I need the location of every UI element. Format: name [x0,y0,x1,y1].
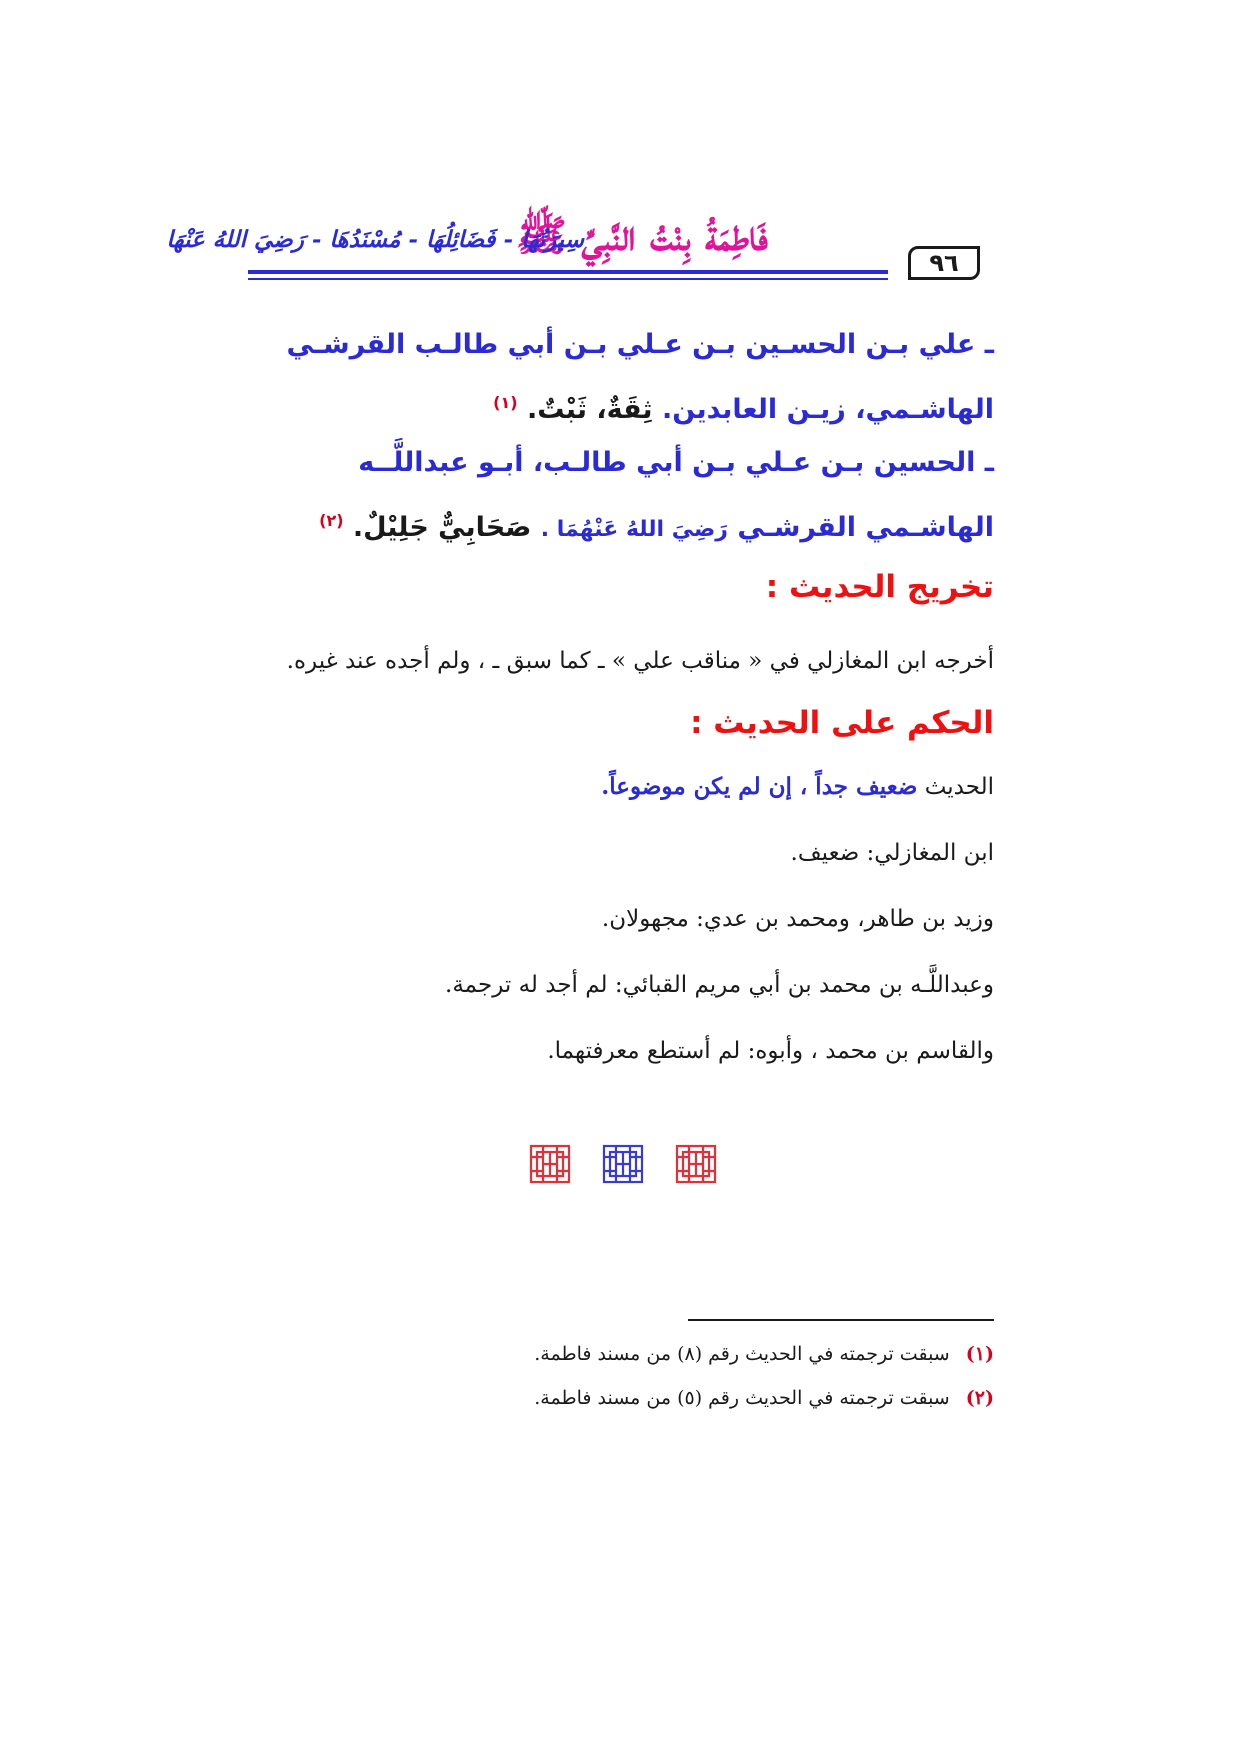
footnote-text: سبقت ترجمته في الحديث رقم (٨) من مسند فاطمة. [534,1343,950,1365]
hukm-line: والقاسم بن محمد ، وأبوه: لم أستطع معرفتهما. [547,1038,994,1064]
footnote-item [248,1376,994,1420]
page-header [166,204,988,282]
book-subtitle: سِيرَتُهَا - فَضَائِلُهَا - مُسْنَدُهَا - رَضِيَ اللهُ عَنْهَا [166,226,584,253]
knot-ornament-icon [528,1143,572,1185]
narrator-entry-2 [248,434,994,559]
footnote-separator [688,1319,994,1321]
narrator-grade: صَحَابِيٌّ جَلِيْلٌ. [352,512,532,543]
hukm-lead: الحديث [924,774,994,800]
entry-dash: ـ [984,329,994,360]
section-ornaments [528,1143,718,1185]
narrator-grade: ثِقَةٌ، ثَبْتٌ. [526,394,653,425]
hukm-line: ابن المغازلي: ضعيف. [790,840,994,866]
knot-ornament-icon [674,1143,718,1185]
hukm-verdict-line [248,754,994,820]
hukm-heading: الحكم على الحديث : [690,705,994,741]
footnotes [248,1332,994,1420]
header-rule [248,270,888,274]
takhrij-text: أخرجه ابن المغازلي في « مناقب علي » ـ كما سبق ـ ، ولم أجده عند غيره. [286,648,994,674]
honorific: رَضِيَ اللهُ عَنْهُمَا . [540,517,728,542]
book-title: فَاطِمَةُ بِنْتُ النَّبِيِّ ﷺ [516,211,768,260]
narrator-name: الحسين بـن عـلي بـن أبي طالـب، أبـو عبداللَّــه الهاشـمي القرشـي [358,447,994,543]
footnote-number: (١) [965,1343,994,1365]
header-rule-thin [248,278,888,280]
footnote-ref: (١) [493,393,518,412]
entry-dash: ـ [984,447,994,478]
footnote-text: سبقت ترجمته في الحديث رقم (٥) من مسند فاطمة. [534,1387,950,1409]
hukm-line: وزيد بن طاهر، ومحمد بن عدي: مجهولان. [601,906,994,932]
footnote-item [248,1332,994,1376]
page-number: ٩٦ [908,246,980,280]
takhrij-heading: تخريج الحديث : [765,569,994,605]
footnote-number: (٢) [965,1387,994,1409]
hukm-verdict: ضعيف جداً ، إن لم يكن موضوعاً. [601,773,918,800]
footnote-ref: (٢) [319,511,344,530]
narrator-entry-1 [248,316,994,439]
knot-ornament-icon [601,1143,645,1185]
hukm-line: وعبداللَّـه بن محمد بن أبي مريم القبائي: لم أجد له ترجمة. [445,972,994,998]
narrator-name: علي بـن الحسـين بـن عـلي بـن أبي طالـب القرشـي الهاشـمي، زيـن العابدين. [286,329,994,425]
